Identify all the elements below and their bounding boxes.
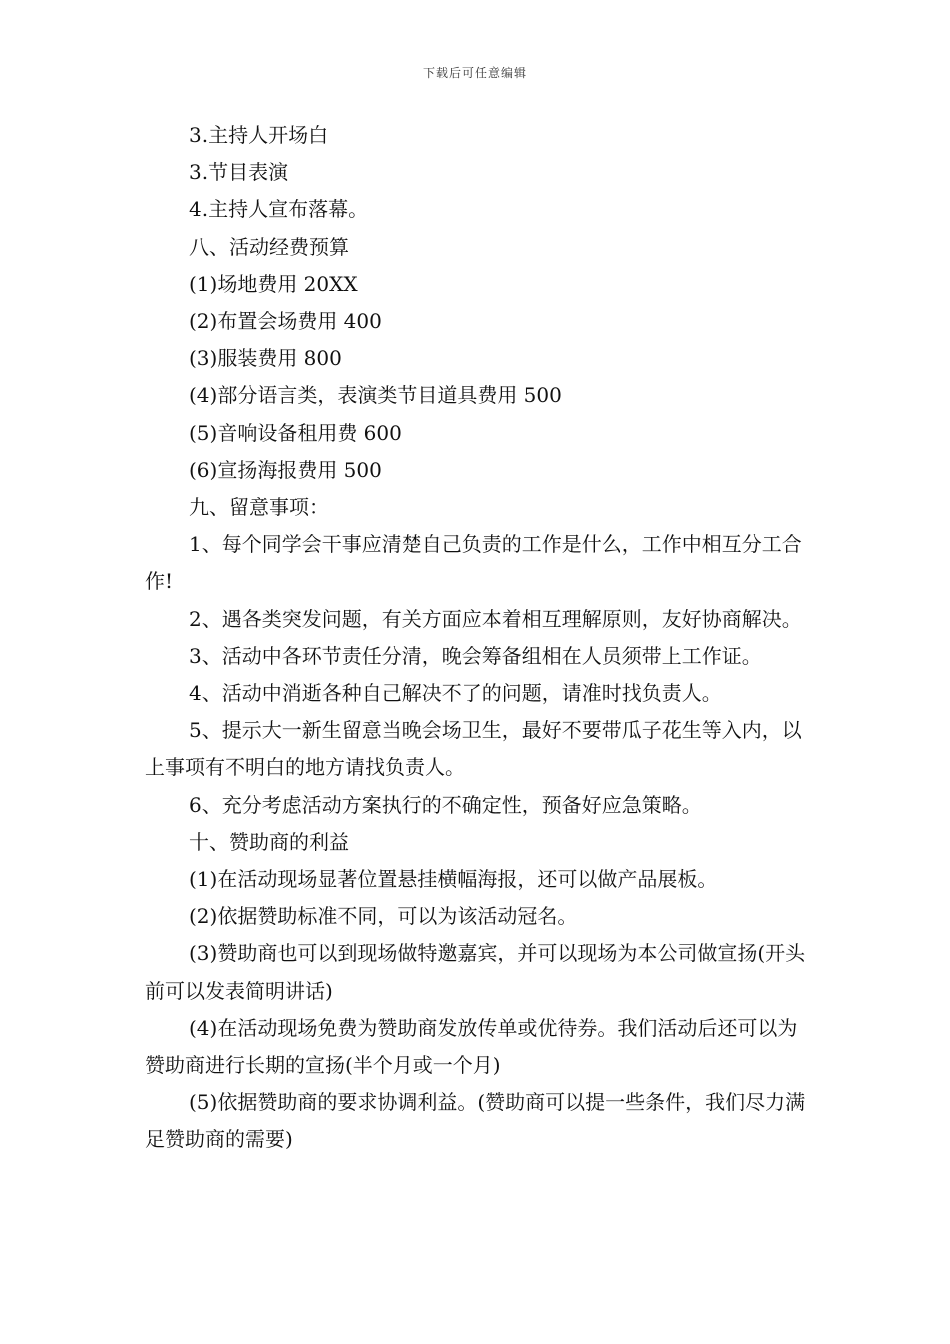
paragraph: 4、活动中消逝各种自己解决不了的问题，请准时找负责人。 bbox=[189, 681, 722, 706]
paragraph: (3)服装费用 800 bbox=[189, 346, 342, 371]
paragraph: (4)部分语言类，表演类节目道具费用 500 bbox=[189, 383, 562, 408]
section-heading: 八、活动经费预算 bbox=[189, 234, 349, 259]
paragraph: (1)场地费用 20XX bbox=[189, 271, 358, 296]
paragraph: 5、提示大一新生留意当晚会场卫生，最好不要带瓜子花生等入内，以上事项有不明白的地方请找负责人。 bbox=[145, 718, 802, 780]
paragraph: 3.节目表演 bbox=[189, 160, 289, 185]
section-heading: 九、留意事项： bbox=[189, 495, 329, 520]
paragraph: 6、充分考虑活动方案执行的不确定性，预备好应急策略。 bbox=[189, 792, 702, 817]
paragraph: 4.主持人宣布落幕。 bbox=[189, 197, 369, 222]
section-heading: 十、赞助商的利益 bbox=[189, 829, 349, 854]
paragraph: (1)在活动现场显著位置悬挂横幅海报，还可以做产品展板。 bbox=[189, 867, 718, 892]
paragraph: (2)布置会场费用 400 bbox=[189, 309, 382, 334]
paragraph: (2)依据赞助标准不同，可以为该活动冠名。 bbox=[189, 904, 578, 929]
paragraph: 2、遇各类突发问题，有关方面应本着相互理解原则，友好协商解决。 bbox=[189, 606, 802, 631]
paragraph: (3)赞助商也可以到现场做特邀嘉宾，并可以现场为本公司做宣扬(开头前可以发表简明讲话) bbox=[145, 941, 806, 1003]
paragraph: 3、活动中各环节责任分清，晚会筹备组相在人员须带上工作证。 bbox=[189, 643, 762, 668]
paragraph: (5)依据赞助商的要求协调利益。(赞助商可以提一些条件，我们尽力满足赞助商的需要) bbox=[145, 1090, 806, 1152]
paragraph: (4)在活动现场免费为赞助商发放传单或优待券。我们活动后还可以为赞助商进行长期的宣扬(半个月或一个月) bbox=[145, 1015, 798, 1078]
paragraph: (5)音响设备租用费 600 bbox=[189, 420, 402, 445]
paragraph: 3.主持人开场白 bbox=[189, 123, 329, 147]
document-body bbox=[145, 117, 817, 1159]
paragraph: 1、每个同学会干事应清楚自己负责的工作是什么，工作中相互分工合作! bbox=[145, 532, 802, 594]
paragraph: (6)宣扬海报费用 500 bbox=[189, 457, 382, 482]
page-header-note: 下载后可任意编辑 bbox=[422, 66, 527, 80]
